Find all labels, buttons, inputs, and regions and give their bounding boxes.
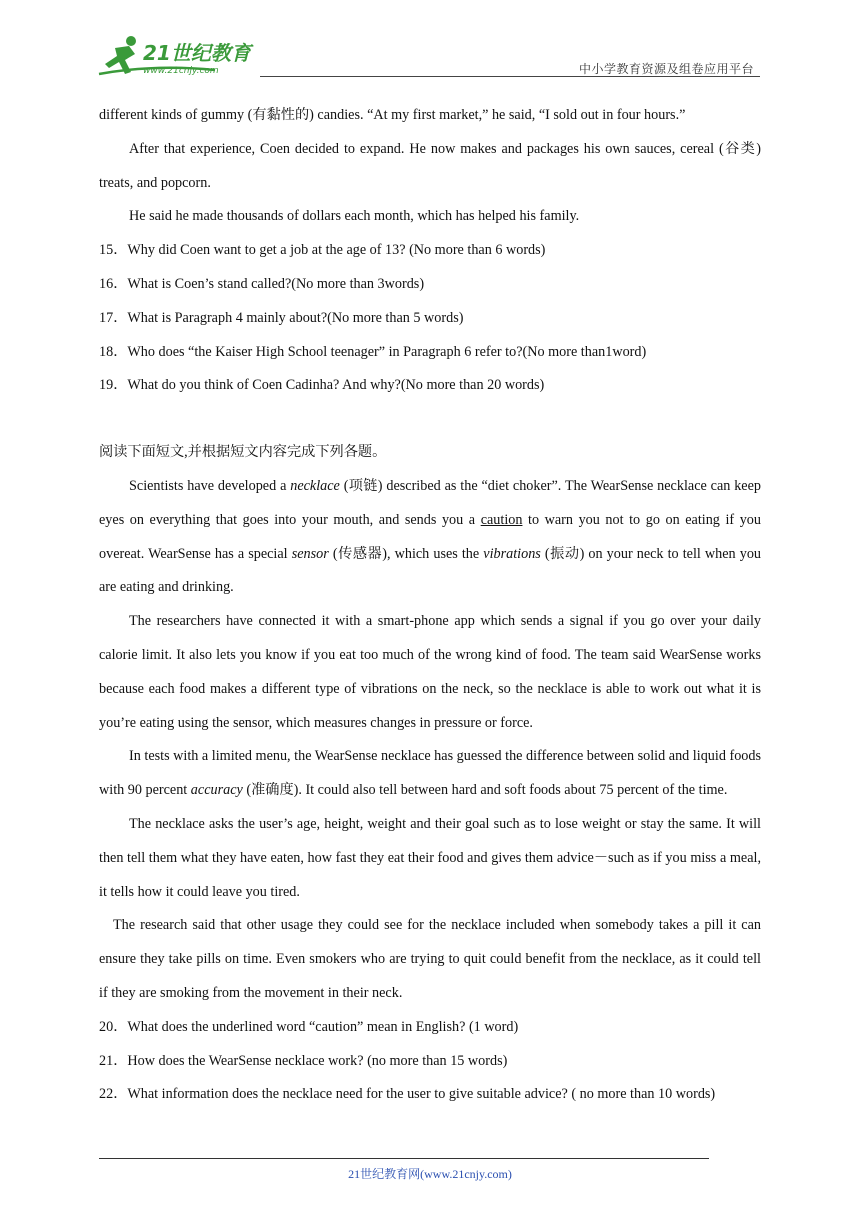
header-divider — [260, 76, 760, 77]
passage1-paragraph: He said he made thousands of dollars each month, which has helped his family. — [129, 208, 580, 225]
text-run: Scientists have developed a — [129, 477, 291, 494]
logo-runner-icon — [95, 34, 260, 78]
underlined-word-caution: caution — [480, 511, 523, 528]
section-gap — [99, 403, 761, 436]
site-logo — [95, 34, 260, 78]
italic-term-sensor: sensor — [291, 545, 329, 562]
text-run: (准确度). It could also tell between hard and soft foods about 75 percent of the time. — [242, 782, 728, 799]
italic-term-vibrations: vibrations — [483, 545, 541, 562]
italic-term-necklace: necklace — [290, 477, 340, 494]
passage2-paragraph-5: The research said that other usage they could see for the necklace included when somebody takes a pill it can ensure they take pills on time. Even smokers who are trying to quit could benefit from the necklace, as it could tell if they are smoking from the movement in their neck. — [99, 917, 761, 1001]
text-run: In tests with a limited menu, the WearSense necklace has guessed the difference between solid and liquid foods with 90 percent — [99, 748, 761, 799]
passage2-paragraph-3 — [99, 740, 761, 808]
question-19: 19．What do you think of Coen Cadinha? And why?(No more than 20 words) — [99, 377, 545, 394]
question-16: 16．What is Coen’s stand called?(No more than 3words) — [99, 275, 425, 292]
question-18: 18．Who does “the Kaiser High School teenager” in Paragraph 6 refer to?(No more than1word) — [99, 343, 647, 360]
passage2-paragraph-4: The necklace asks the user’s age, height, weight and their goal such as to lose weight or stay the same. It will then tell them what they have eaten, how fast they eat their food and gives them advice－such as if you miss a meal, it tells how it could leave you tired. — [99, 815, 761, 900]
italic-term-accuracy: accuracy — [190, 782, 243, 799]
text-run: (振动) on your neck to tell when you are eating and drinking. — [99, 545, 762, 596]
footer-divider — [99, 1158, 709, 1159]
section-instruction: 阅读下面短文,并根据短文内容完成下列各题。 — [99, 444, 387, 461]
text-run: to warn you not to go on eating if you overeat. WearSense has a special — [99, 511, 761, 562]
text-run: (传感器), which uses the — [328, 545, 484, 562]
passage2-paragraph-2: The researchers have connected it with a smart-phone app which sends a signal if you go over your daily calorie limit. It also lets you know if you eat too much of the wrong kind of food. The team said WearSense works because each food makes a different type of vibrations on the neck, so the necklace is able to work out what it is you’re eating using the sensor, which measures changes in pressure or force. — [99, 613, 761, 731]
text-run: (项链) described as the “diet choker”. The WearSense necklace can keep eyes on everything that goes into your mouth, and sends you a — [99, 477, 761, 528]
logo-url: www.21cnjy.com — [143, 66, 219, 76]
document-body — [99, 99, 761, 1112]
question-20: 20．What does the underlined word “caution” mean in English? (1 word) — [99, 1018, 519, 1035]
question-22: 22．What information does the necklace need for the user to give suitable advice? ( no more than 10 words) — [99, 1086, 716, 1103]
question-17: 17．What is Paragraph 4 mainly about?(No more than 5 words) — [99, 309, 464, 326]
question-15: 15．Why did Coen want to get a job at the age of 13? (No more than 6 words) — [99, 242, 546, 259]
page-header — [0, 0, 860, 80]
passage1-paragraph: After that experience, Coen decided to expand. He now makes and packages his own sauces, cereal (谷类) treats, and popcorn. — [99, 140, 761, 191]
page-footer: 21世纪教育网(www.21cnjy.com) — [348, 1167, 512, 1181]
platform-title: 中小学教育资源及组卷应用平台 — [578, 62, 754, 76]
question-21: 21．How does the WearSense necklace work? (no more than 15 words) — [99, 1052, 508, 1069]
passage2-paragraph-1 — [99, 470, 761, 605]
logo-text: 21世纪教育 — [143, 41, 251, 65]
passage1-paragraph-tail: different kinds of gummy (有黏性的) candies. “At my first market,” he said, “I sold out in four hours.” — [99, 107, 686, 123]
